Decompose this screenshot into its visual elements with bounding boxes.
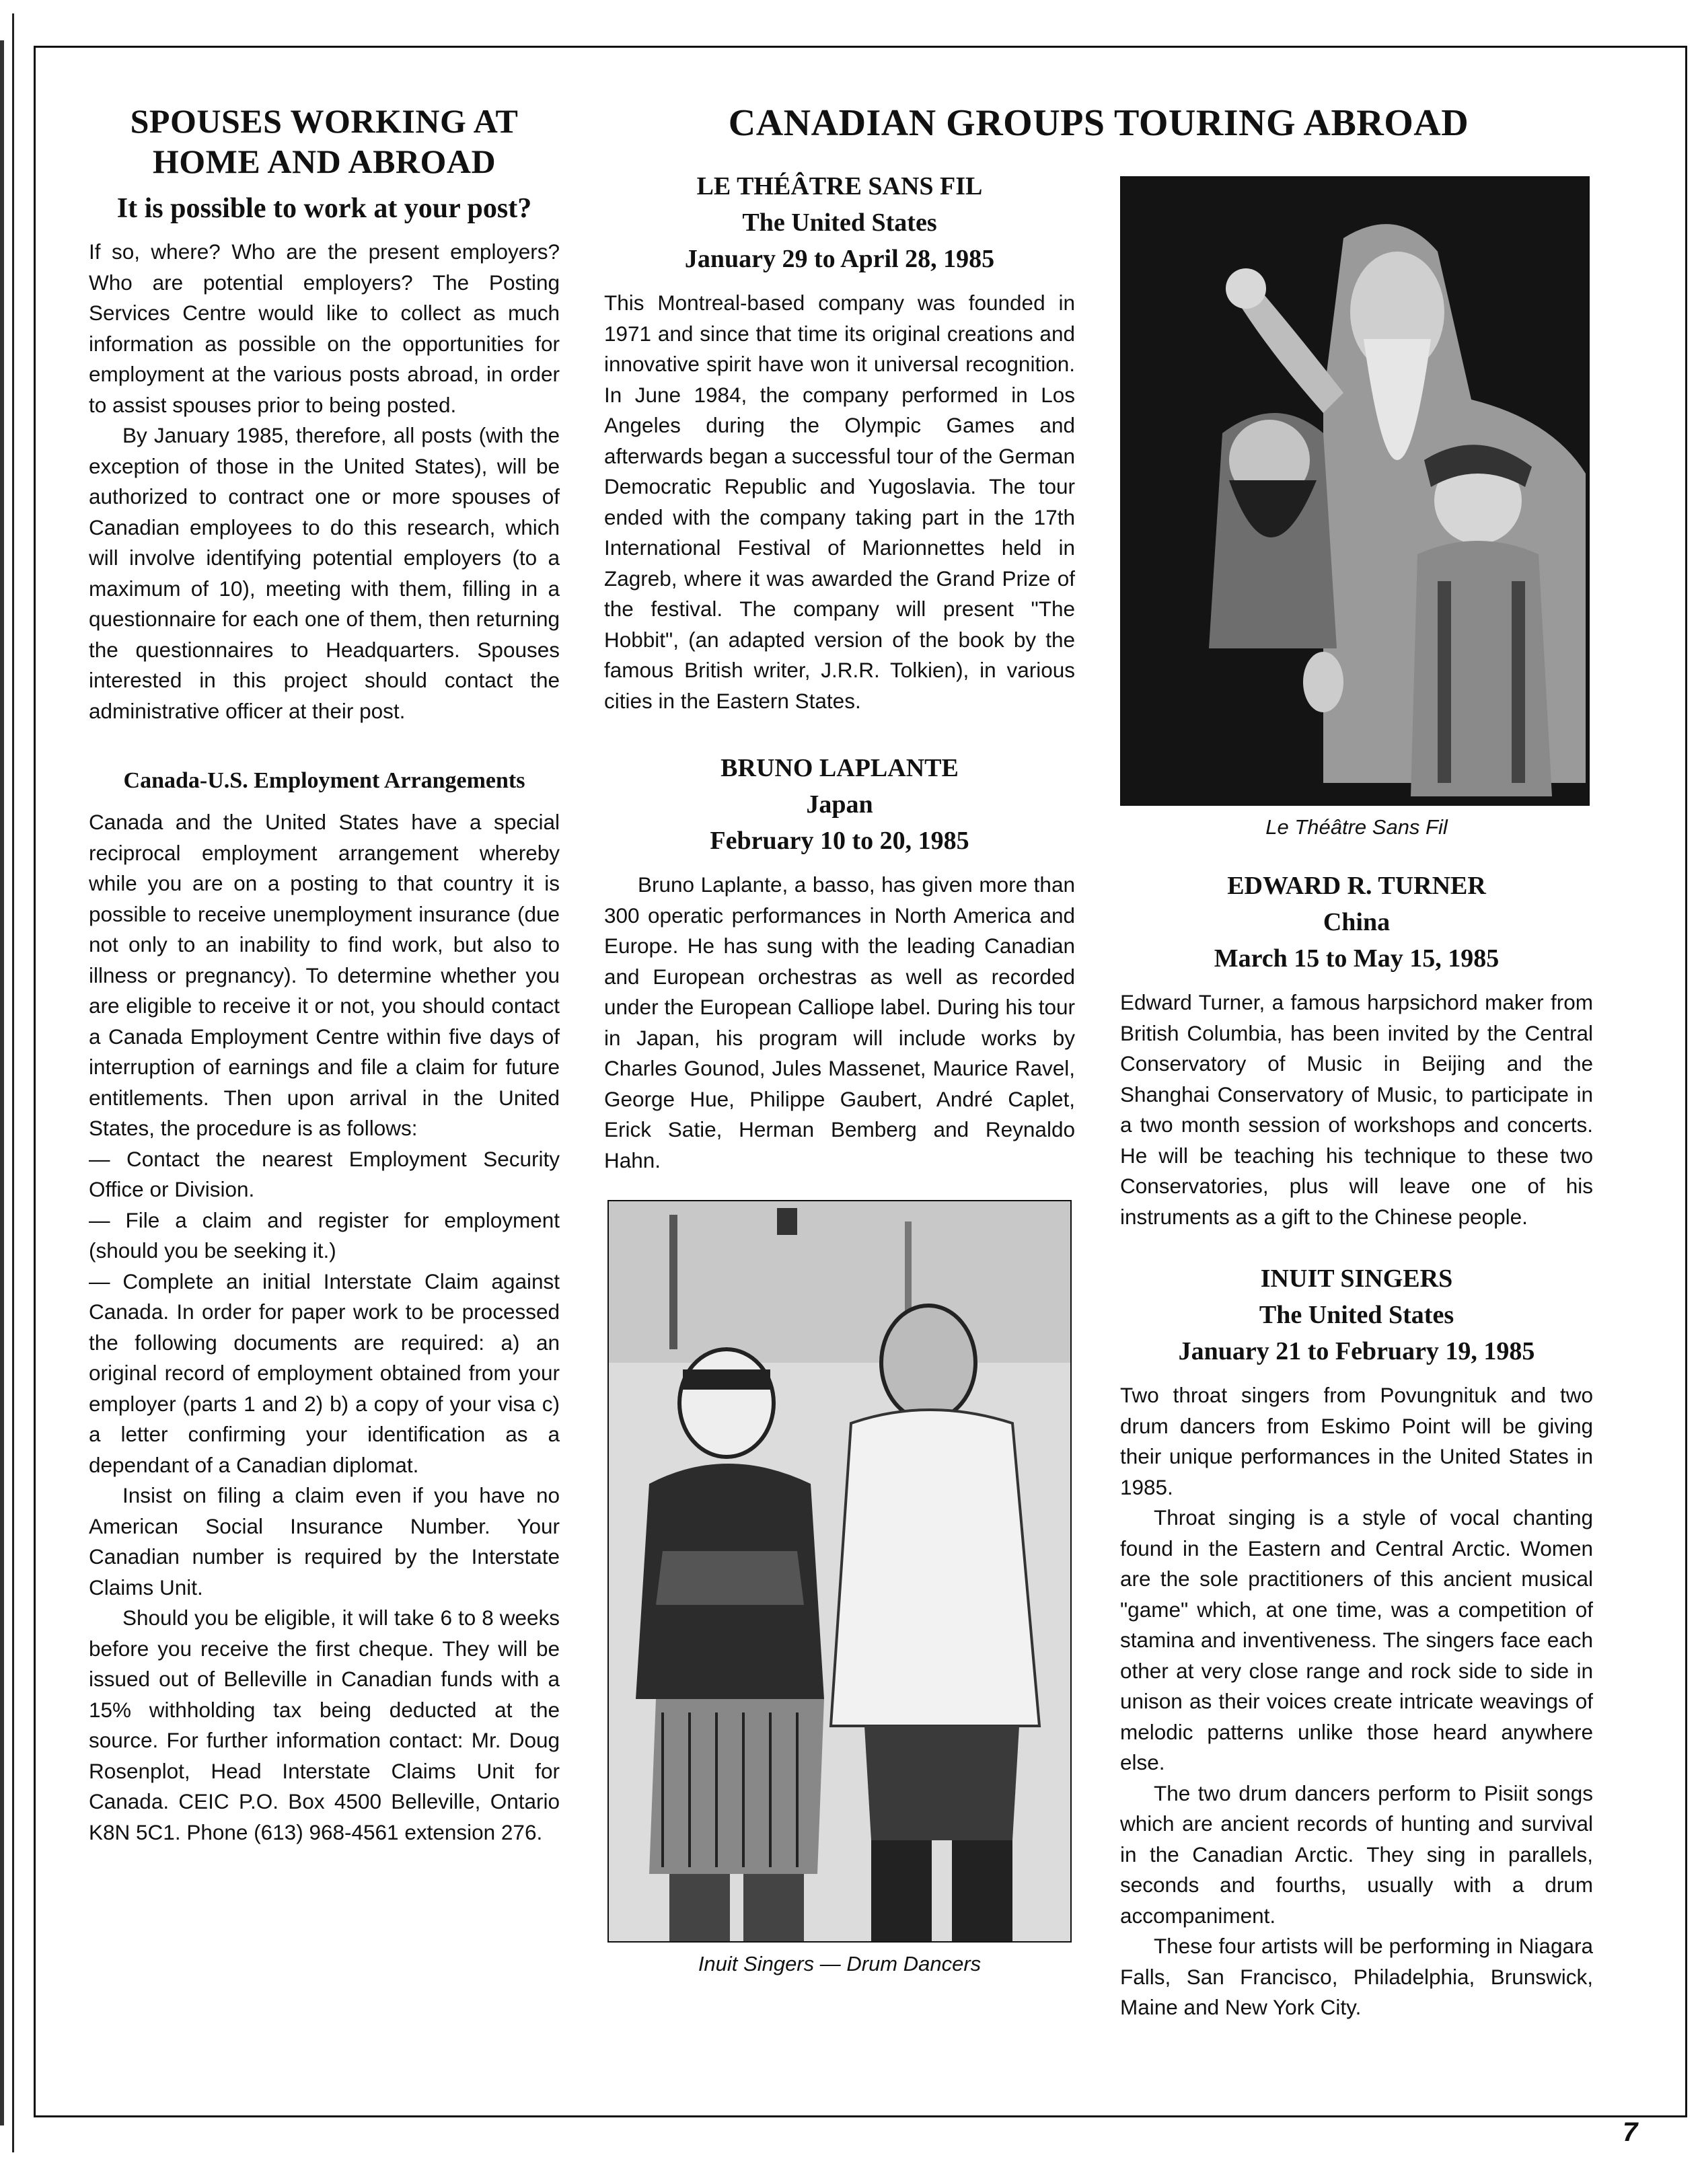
- inuit-singers-photo: [607, 1200, 1072, 1943]
- inuit-place: The United States: [1259, 1301, 1454, 1329]
- spouses-title: [89, 101, 560, 182]
- bruno-name: BRUNO LAPLANTE: [720, 754, 959, 782]
- theatre-name: LE THÉÂTRE SANS FIL: [696, 172, 983, 200]
- bruno-place: Japan: [806, 790, 873, 819]
- theatre-place: The United States: [742, 209, 937, 237]
- employment-step-1: — Contact the nearest Employment Security Office or Division.: [89, 1146, 560, 1201]
- employment-step-3: — Complete an initial Interstate Claim against Canada. In order for paper work to be processed the following documents are required: a) an original record of employment obtained from your employer (parts 1 and 2) b) a copy of your visa c) a letter confirming your identification as a dependant of a Canadian diplomat.: [89, 1269, 560, 1477]
- inuit-paragraph-3: The two drum dancers perform to Pisiit songs which are ancient records of hunting and survival in the Canadian Arctic. They sing in parallels, seconds and fourths, usually with a drum accompaniment.: [1120, 1780, 1593, 1928]
- turner-dates: March 15 to May 15, 1985: [1214, 944, 1500, 973]
- employment-paragraph-2: Insist on filing a claim even if you have no American Social Insurance Number. Your Canadian number is required by the Interstate Claims Unit.: [89, 1483, 560, 1599]
- binding-edge: [0, 40, 4, 2125]
- inuit-paragraph-1: Two throat singers from Povungnituk and two drum dancers from Eskimo Point will be giving their unique performances in the United States in 1985.: [1120, 1383, 1593, 1499]
- turner-heading: [1120, 868, 1593, 977]
- theatre-photo-caption: Le Théâtre Sans Fil: [1265, 815, 1448, 839]
- inuit-paragraph-2: Throat singing is a style of vocal chanting found in the Eastern and Central Arctic. Women are the sole practitioners of this ancient musical "game" which, at one time, was a competition of stamina and inventiveness. The singers face each other at very close range and rock side to side in unison as their voices create intricate weavings of melodic patterns unlike those heard anywhere else.: [1120, 1505, 1593, 1774]
- theatre-photo-art: [1121, 178, 1590, 806]
- inuit-paragraph-4: These four artists will be performing in Niagara Falls, San Francisco, Philadelphia, Brunswick, Maine and New York City.: [1120, 1934, 1593, 2019]
- inuit-photo-caption: Inuit Singers — Drum Dancers: [698, 1952, 982, 1975]
- spouses-subtitle: It is possible to work at your post?: [116, 193, 532, 224]
- column-touring-right: [1120, 176, 1593, 2023]
- bruno-text: Bruno Laplante, a basso, has given more than 300 operatic performances in North America and Europe. He has sung with the leading Canadian and European orchestras as well as recorded under the European Calliope label. During his tour in Japan, his program will include works by Charles Gounod, Jules Massenet, Maurice Ravel, George Hue, Philippe Gaubert, André Caplet, Erick Satie, Herman Bemberg and Reynaldo Hahn.: [604, 872, 1075, 1172]
- theatre-text: This Montreal-based company was founded in 1971 and since that time its original creations and innovative spirit have won it universal recognition. In June 1984, the company performed in Los Angeles during the Olympic Games and afterwards began a successful tour of the German Democratic Republic and Yugoslavia. The tour ended with the company taking part in the 17th International Festival of Marionnettes held in Zagreb, where it was awarded the Grand Prize of the festival. The company will present "The Hobbit", (an adapted version of the book by the famous British writer, J.R.R. Tolkien), in various cities in the Eastern States.: [604, 291, 1075, 713]
- employment-paragraph-3: Should you be eligible, it will take 6 to 8 weeks before you receive the first cheque. They will be issued out of Belleville in Canadian funds with a 15% withholding tax being deducted at the source. For further information contact: Mr. Doug Rosenplot, Head Interstate Claims Unit for Canada. CEIC P.O. Box 4500 Belleville, Ontario K8N 5C1. Phone (613) 968-4561 extension 276.: [89, 1606, 560, 1844]
- turner-text: Edward Turner, a famous harpsichord maker from British Columbia, has been invited by the Central Conservatory of Music in Beijing and the Shanghai Conservatory of Music, to participate in a two month session of workshops and concerts. He will be teaching his technique to these two Conservatories, plus will leave one of his instruments as a gift to the Chinese people.: [1120, 990, 1593, 1229]
- theatre-sans-fil-photo: [1120, 176, 1590, 806]
- column-touring-middle: [604, 168, 1075, 1976]
- column-spouses: [89, 101, 560, 1848]
- touring-main-title: CANADIAN GROUPS TOURING ABROAD: [728, 102, 1469, 144]
- bruno-heading: [604, 750, 1075, 859]
- turner-name: EDWARD R. TURNER: [1227, 872, 1486, 900]
- employment-paragraph-1: Canada and the United States have a special reciprocal employment arrangement whereby while you are on a posting to that country it is possible to receive unemployment insurance (due not only to an inability to find work, but also to illness or pregnancy). To determine whether you are eligible to receive it or not, you should contact a Canada Employment Centre within five days of interruption of earnings and file a claim for future entitlements. Then upon arrival in the United States, the procedure is as follows:: [89, 810, 560, 1140]
- theatre-heading: [604, 168, 1075, 277]
- page-number: 7: [1623, 2117, 1638, 2147]
- spouses-title-line1: SPOUSES WORKING AT: [130, 102, 519, 140]
- inuit-heading: [1120, 1260, 1593, 1369]
- binding-line: [12, 13, 14, 2152]
- inuit-photo-art: [609, 1201, 1072, 1943]
- turner-place: China: [1323, 908, 1391, 936]
- employment-arrangements-heading: Canada-U.S. Employment Arrangements: [123, 768, 525, 793]
- spouses-paragraph-2: By January 1985, therefore, all posts (with the exception of those in the United States), will be authorized to contract one or more spouses of Canadian employees to do this research, which will involve identifying potential employers (to a maximum of 10), meeting with them, filling in a questionnaire for each one of them, then returning the questionnaires to Headquarters. Spouses interested in this project should contact the administrative officer at their post.: [89, 423, 560, 723]
- inuit-name: INUIT SINGERS: [1260, 1265, 1453, 1293]
- theatre-dates: January 29 to April 28, 1985: [684, 245, 995, 273]
- bruno-dates: February 10 to 20, 1985: [710, 827, 969, 855]
- inuit-dates: January 21 to February 19, 1985: [1178, 1337, 1535, 1365]
- employment-step-2: — File a claim and register for employment (should you be seeking it.): [89, 1207, 560, 1263]
- spouses-title-line2: HOME AND ABROAD: [152, 143, 496, 180]
- spouses-paragraph-1: If so, where? Who are the present employers? Who are potential employers? The Posting Services Centre would like to collect as much information as possible on the opportunities for employment at the various posts abroad, in order to assist spouses prior to being posted.: [89, 239, 560, 417]
